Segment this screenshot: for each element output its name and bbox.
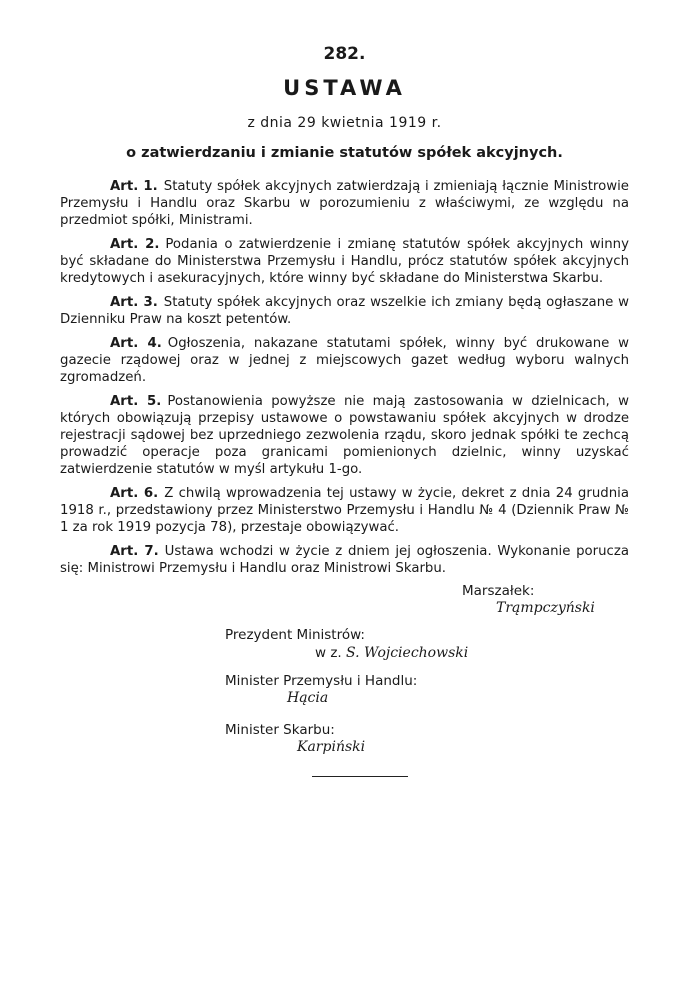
article-text: Postanowienia powyższe nie mają zastosowania w dzielnicach, w których obowiązują przepisy ustawowe o powstawaniu spółek akcyjnych w drodze rejestracji sądowej bez uprzedniego zezwolenia rządu, skoro jednak spółki te zechcą prowadzić operacje poza granicami pomienionych dzielnic, winny uzyskać zatwierdzenie statutów w myśl artykułu 1-go. — [60, 394, 629, 477]
article-1 — [60, 178, 629, 229]
article-text: Ogłoszenia, nakazane statutami spółek, winny być drukowane w gazecie rządowej oraz w jednej z miejscowych gazet według wyboru walnych zgromadzeń. — [60, 336, 629, 385]
marshal-name: Trąmpczyński — [496, 600, 595, 616]
article-label: Art. 1. — [110, 179, 158, 194]
article-text: Statuty spółek akcyjnych zatwierdzają i zmieniają łącznie Ministrowie Przemysłu i Handlu oraz Skarbu w porozumieniu z właściwymi, ze względu na przedmiot spółki, Ministrami. — [60, 179, 629, 228]
article-text: Z chwilą wprowadzenia tej ustawy w życie, dekret z dnia 24 grudnia 1918 r., przedstawiony przez Ministerstwo Przemysłu i Handlu № 4 (Dziennik Praw № 1 za rok 1919 pozycja 78), przestaje obowiązywać. — [60, 486, 629, 535]
document-title: USTAWA — [283, 76, 406, 100]
treasury-minister-name: Karpiński — [297, 739, 366, 755]
treasury-minister-title: Minister Skarbu: — [225, 722, 335, 738]
article-label: Art. 7. — [110, 544, 159, 559]
article-6 — [60, 485, 629, 536]
article-text: Podania o zatwierdzenie i zmianę statutów spółek akcyjnych winny być składane do Ministerstwa Przemysłu i Handlu, prócz statutów spółek akcyjnych kredytowych i asekuracyjnych, które winny być składane do Ministerstwa Skarbu. — [60, 237, 629, 286]
article-label: Art. 2. — [110, 237, 160, 252]
treasury-minister-signature — [225, 722, 365, 755]
date-line: z dnia 29 kwietnia 1919 r. — [247, 115, 442, 131]
article-5 — [60, 393, 629, 478]
marshal-title: Marszałek: — [462, 583, 535, 599]
industry-minister-title: Minister Przemysłu i Handlu: — [225, 673, 418, 689]
page-number: 282. — [323, 44, 366, 64]
article-text: Statuty spółek akcyjnych oraz wszelkie ich zmiany będą ogłaszane w Dzienniku Praw na koszt petentów. — [60, 295, 629, 327]
document-subject: o zatwierdzaniu i zmianie statutów spółek akcyjnych. — [126, 145, 563, 161]
marshal-signature — [462, 583, 595, 616]
article-3 — [60, 294, 629, 328]
articles-body — [60, 178, 629, 584]
article-4 — [60, 335, 629, 386]
article-7 — [60, 543, 629, 577]
closing-rule — [312, 776, 408, 777]
prime-minister-signature — [225, 627, 468, 661]
on-behalf-prefix: w z. — [315, 645, 342, 661]
prime-minister-name: S. Wojciechowski — [346, 645, 469, 661]
industry-minister-signature — [225, 673, 417, 706]
prime-minister-title: Prezydent Ministrów: — [225, 627, 365, 643]
article-label: Art. 6. — [110, 486, 159, 501]
article-text: Ustawa wchodzi w życie z dniem jej ogłoszenia. Wykonanie porucza się: Ministrowi Przemysłu i Handlu oraz Ministrowi Skarbu. — [60, 544, 629, 576]
industry-minister-name: Hącia — [287, 690, 329, 706]
article-2 — [60, 236, 629, 287]
article-label: Art. 5. — [110, 394, 162, 409]
article-label: Art. 4. — [110, 336, 162, 351]
article-label: Art. 3. — [110, 295, 158, 310]
